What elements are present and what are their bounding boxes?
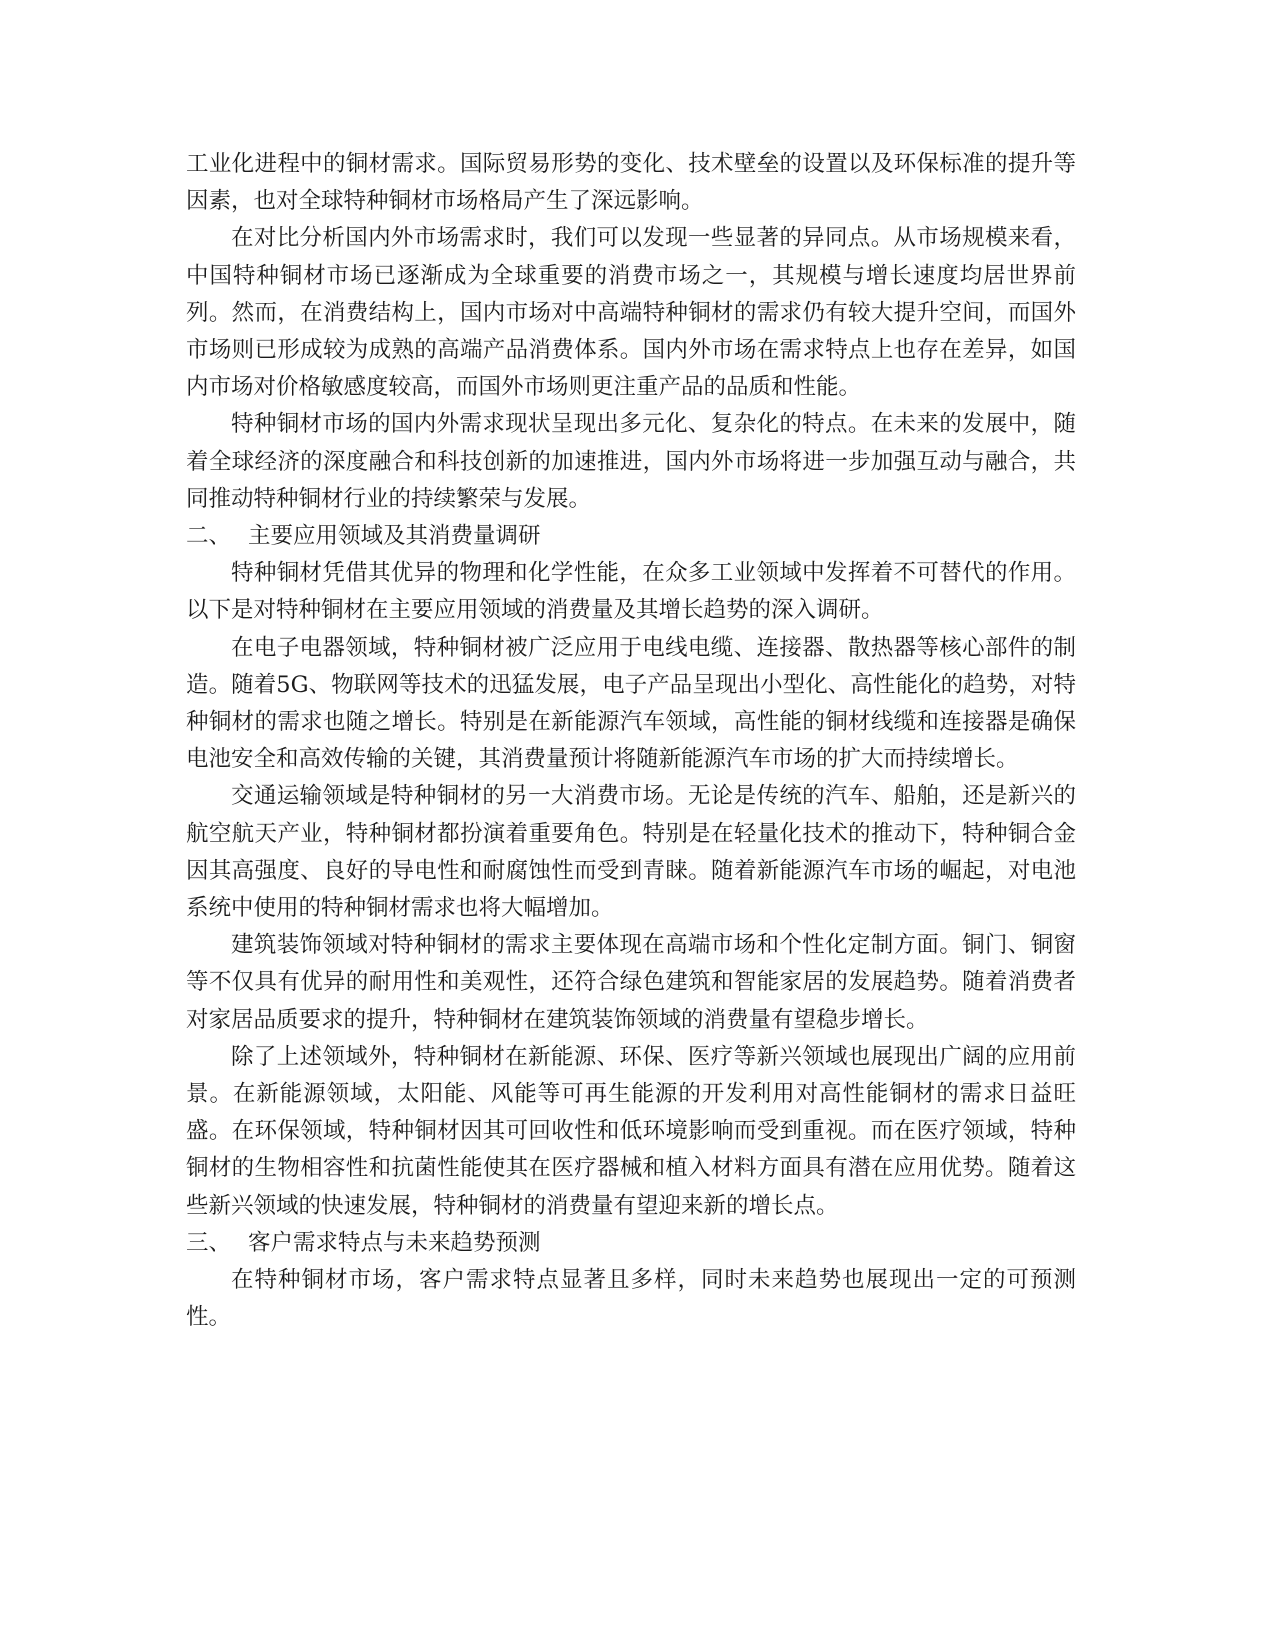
section-title: 客户需求特点与未来趋势预测 [248,1229,541,1256]
paragraph: 除了上述领域外，特种铜材在新能源、环保、医疗等新兴领域也展现出广阔的应用前景。在新能源领域，太阳能、风能等可再生能源的开发利用对高性能铜材的需求日益旺盛。在环保领域，特种铜材因其可回收性和低环境影响而受到重视。而在医疗领域，特种铜材的生物相容性和抗菌性能使其在医疗器械和植入材料方面具有潜在应用优势。随着这些新兴领域的快速发展，特种铜材的消费量有望迎来新的增长点。 [186,1043,1076,1219]
section-heading [186,518,1076,555]
paragraph: 在对比分析国内外市场需求时，我们可以发现一些显著的异同点。从市场规模来看，中国特种铜材市场已逐渐成为全球重要的消费市场之一，其规模与增长速度均居世界前列。然而，在消费结构上，国内市场对中高端特种铜材的需求仍有较大提升空间，而国外市场则已形成较为成熟的高端产品消费体系。国内外市场在需求特点上也存在差异，如国内市场对价格敏感度较高，而国外市场则更注重产品的品质和性能。 [186,225,1076,401]
document-page [186,146,1076,1337]
section-heading [186,1225,1076,1262]
paragraph: 建筑装饰领域对特种铜材的需求主要体现在高端市场和个性化定制方面。铜门、铜窗等不仅具有优异的耐用性和美观性，还符合绿色建筑和智能家居的发展趋势。随着消费者对家居品质要求的提升，特种铜材在建筑装饰领域的消费量有望稳步增长。 [186,932,1076,1033]
section-number: 二、 [186,523,232,550]
paragraph: 交通运输领域是特种铜材的另一大消费市场。无论是传统的汽车、船舶，还是新兴的航空航天产业，特种铜材都扮演着重要角色。特别是在轻量化技术的推动下，特种铜合金因其高强度、良好的导电性和耐腐蚀性而受到青睐。随着新能源汽车市场的崛起，对电池系统中使用的特种铜材需求也将大幅增加。 [186,783,1076,922]
paragraph: 在特种铜材市场，客户需求特点显著且多样，同时未来趋势也展现出一定的可预测性。 [186,1267,1076,1331]
paragraph: 特种铜材市场的国内外需求现状呈现出多元化、复杂化的特点。在未来的发展中，随着全球经济的深度融合和科技创新的加速推进，国内外市场将进一步加强互动与融合，共同推动特种铜材行业的持续繁荣与发展。 [186,411,1076,512]
section-number: 三、 [186,1229,232,1256]
paragraph: 特种铜材凭借其优异的物理和化学性能，在众多工业领域中发挥着不可替代的作用。以下是对特种铜材在主要应用领域的消费量及其增长趋势的深入调研。 [186,560,1076,624]
section-title: 主要应用领域及其消费量调研 [248,523,541,550]
paragraph: 工业化进程中的铜材需求。国际贸易形势的变化、技术壁垒的设置以及环保标准的提升等因素，也对全球特种铜材市场格局产生了深远影响。 [186,151,1076,215]
paragraph: 在电子电器领域，特种铜材被广泛应用于电线电缆、连接器、散热器等核心部件的制造。随着5G、物联网等技术的迅猛发展，电子产品呈现出小型化、高性能化的趋势，对特种铜材的需求也随之增长。特别是在新能源汽车领域，高性能的铜材线缆和连接器是确保电池安全和高效传输的关键，其消费量预计将随新能源汽车市场的扩大而持续增长。 [186,634,1076,773]
